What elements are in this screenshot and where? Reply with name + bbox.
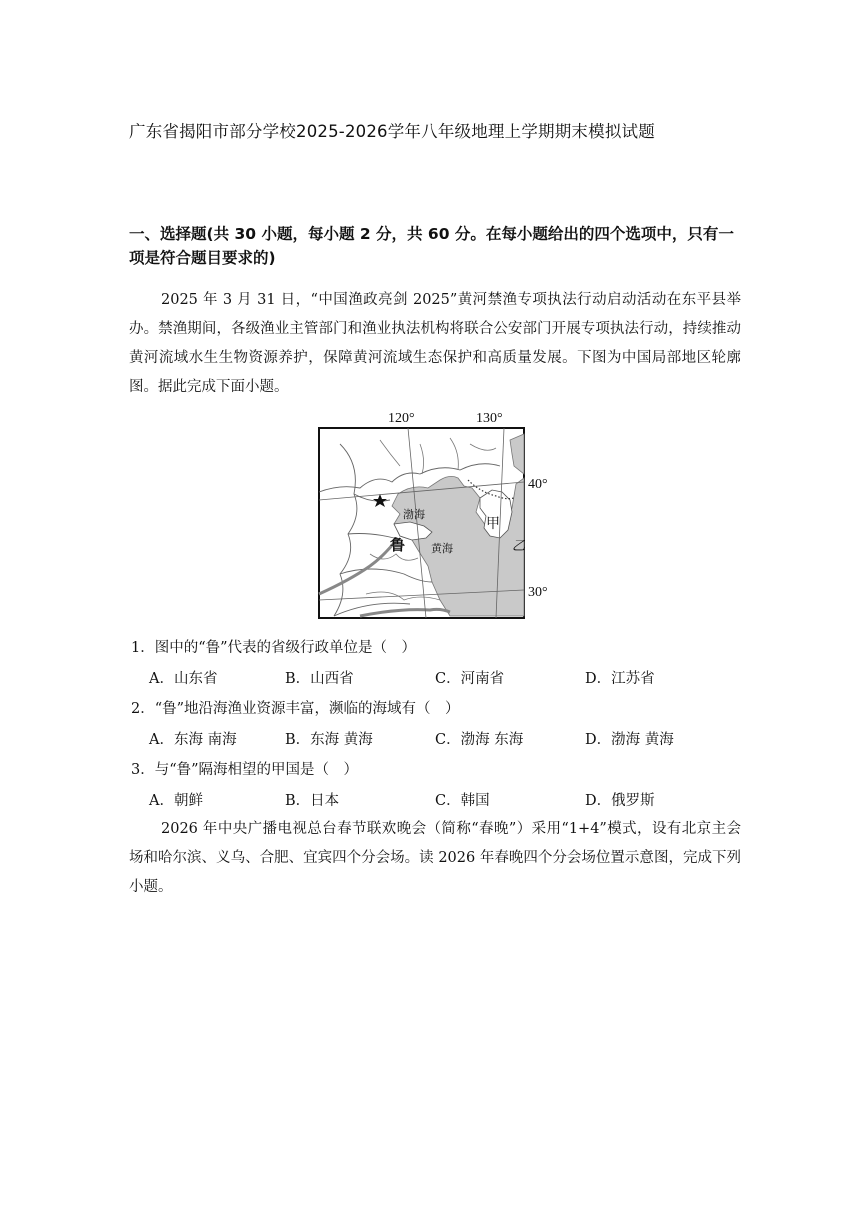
question-3-option-a[interactable]: A．朝鲜 [149,793,203,809]
lon-label-120: 120° [388,411,415,426]
question-1-option-b[interactable]: B．山西省 [285,671,354,687]
lat-label-30: 30° [528,585,548,600]
label-huanghai: 黄海 [431,542,453,555]
question-2-option-c[interactable]: C．渤海 东海 [435,732,524,748]
label-lu: 鲁 [390,536,406,554]
map-figure [300,404,570,634]
question-2-option-b[interactable]: B．东海 黄海 [285,732,373,748]
document-title: 广东省揭阳市部分学校2025-2026学年八年级地理上学期期末模拟试题 [129,122,655,141]
question-1-option-a[interactable]: A．山东省 [149,671,218,687]
question-2-stem: 2．“鲁”地沿海渔业资源丰富，濒临的海域有（ ） [131,701,460,717]
label-yi: 乙 [512,538,526,553]
section-heading: 一、选择题(共 30 小题，每小题 2 分，共 60 分。在每小题给出的四个选项中，只有一项是符合题目要求的) [129,225,734,267]
question-3-option-c[interactable]: C．韩国 [435,793,490,809]
china-partial-outline-map [300,404,570,634]
lon-label-130: 130° [476,411,503,426]
question-3-stem: 3．与“鲁”隔海相望的甲国是（ ） [131,762,359,778]
lat-label-40: 40° [528,477,548,492]
label-bohai: 渤海 [403,508,425,521]
label-jia: 甲 [486,516,500,532]
passage-2: 2026 年中央广播电视总台春节联欢晚会（简称“春晚”）采用“1+4”模式，设有北京主会场和哈尔滨、义乌、合肥、宜宾四个分会场。读 2026 年春晚四个分会场位置示意图，完成下列小题。 [129,821,741,895]
question-1-option-d[interactable]: D．江苏省 [585,671,655,687]
question-1-stem: 1．图中的“鲁”代表的省级行政单位是（ ） [131,640,417,656]
question-2-option-a[interactable]: A．东海 南海 [149,732,237,748]
question-3-option-b[interactable]: B．日本 [285,793,340,809]
question-1-option-c[interactable]: C．河南省 [435,671,505,687]
question-3-option-d[interactable]: D．俄罗斯 [585,793,655,809]
question-2-option-d[interactable]: D．渤海 黄海 [585,732,674,748]
passage-1: 2025 年 3 月 31 日，“中国渔政亮剑 2025”黄河禁渔专项执法行动启动活动在东平县举办。禁渔期间，各级渔业主管部门和渔业执法机构将联合公安部门开展专项执法行动，持续推动黄河流域水生生物资源养护，保障黄河流域生态保护和高质量发展。下图为中国局部地区轮廓图。据此完成下面小题。 [129,292,741,395]
